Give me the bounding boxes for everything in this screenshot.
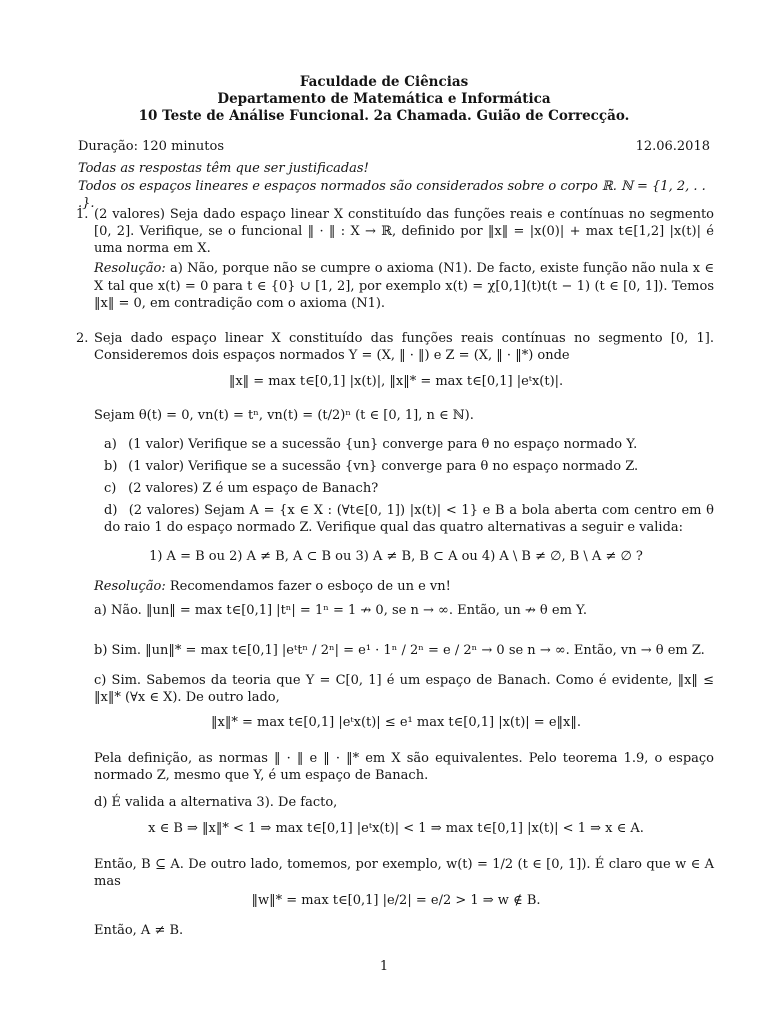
resolution-intro bbox=[94, 578, 714, 595]
answer-c-intro: c) Sim. Sabemos da teoria que Y = C[0, 1] é um espaço de Banach. Como é evidente, ‖x‖ ≤ ‖x‖* (∀x ∈ X). De outro lado, bbox=[94, 673, 714, 706]
item-a bbox=[104, 436, 714, 453]
item-text: (2 valores) Z é um espaço de Banach? bbox=[128, 481, 379, 496]
norms-definition: ‖x‖ = max t∈[0,1] |x(t)|, ‖x‖* = max t∈[0,1] |eᵗx(t)|. bbox=[228, 374, 564, 389]
document-title: 10 Teste de Análise Funcional. 2a Chamada. Guião de Correcção. bbox=[138, 108, 630, 124]
problem-number: 1. bbox=[76, 207, 89, 222]
problem-1 bbox=[78, 206, 714, 312]
resolution-text: a) Não, porque não se cumpre o axioma (N1). De facto, existe função não nula x ∈ X tal que x(t) = 0 para t ∈ {0} ∪ [1, 2], por exemplo x(t) = χ[0,1](t)t(t − 1) (t ∈ [0, 1]). Temos ‖x‖ = 0, em contradição com o axioma (N1). bbox=[94, 261, 715, 311]
problem-statement: (2 valores) Seja dado espaço linear X constituído das funções reais e contínuas no segmento [0, 2]. Verifique, se o funcional ‖ · ‖ : X → ℝ, definido por ‖x‖ = |x(0)| + max t∈[1,2] |x(t)| é uma norma em X. bbox=[94, 207, 714, 257]
item-text: (1 valor) Verifique se a sucessão {vn} converge para θ no espaço normado Z. bbox=[128, 459, 639, 474]
resolution-intro-text: Recomendamos fazer o esboço de un e vn! bbox=[169, 579, 451, 594]
answer-d-intro: d) É valida a alternativa 3). De facto, bbox=[94, 795, 338, 810]
resolution-label: Resolução: bbox=[94, 579, 166, 594]
note-justify: Todas as respostas têm que ser justificadas! bbox=[78, 161, 369, 176]
page-number: 1 bbox=[379, 959, 389, 974]
resolution-label: Resolução: bbox=[94, 261, 166, 277]
answer-b: b) Sim. ‖un‖* = max t∈[0,1] |eᵗtⁿ / 2ⁿ| = e¹ · 1ⁿ / 2ⁿ = e / 2ⁿ → 0 se n → ∞. Então, vn → θ em Z. bbox=[94, 643, 705, 658]
answer-d-equation-2: ‖w‖* = max t∈[0,1] |e/2| = e/2 > 1 ⇒ w ∉ B. bbox=[251, 893, 541, 908]
problem-statement: Seja dado espaço linear X constituído das funções reais contínuas no segmento [0, 1]. Consideremos dois espaços normados Y = (X, ‖ · ‖) e Z = (X, ‖ · ‖*) onde bbox=[94, 331, 714, 364]
sequences-definition: Sejam θ(t) = 0, vn(t) = tⁿ, vn(t) = (t/2)ⁿ (t ∈ [0, 1], n ∈ ℕ). bbox=[94, 408, 474, 423]
answer-d-text: Então, B ⊆ A. De outro lado, tomemos, por exemplo, w(t) = 1/2 (t ∈ [0, 1]). É claro que w ∈ A mas bbox=[94, 857, 714, 890]
answer-d-equation: x ∈ B ⇒ ‖x‖* < 1 ⇒ max t∈[0,1] |eᵗx(t)| < 1 ⇒ max t∈[0,1] |x(t)| < 1 ⇒ x ∈ A. bbox=[148, 821, 644, 836]
item-c bbox=[104, 480, 714, 497]
item-tag: d) bbox=[104, 503, 118, 518]
faculty-name: Faculdade de Ciências bbox=[299, 74, 469, 90]
exam-date: 12.06.2018 bbox=[635, 139, 710, 154]
department-name: Departamento de Matemática e Informática bbox=[217, 91, 551, 107]
item-text: (1 valor) Verifique se a sucessão {un} converge para θ no espaço normado Y. bbox=[128, 437, 638, 452]
answer-c-equation: ‖x‖* = max t∈[0,1] |eᵗx(t)| ≤ e¹ max t∈[0,1] |x(t)| = e‖x‖. bbox=[211, 715, 581, 730]
answer-c-conclusion: Pela definição, as normas ‖ · ‖ e ‖ · ‖* em X são equivalentes. Pelo teorema 1.9, o espaço normado Z, mesmo que Y, é um espaço de Banach. bbox=[94, 751, 714, 784]
note-field: Todos os espaços lineares e espaços normados são considerados sobre o corpo ℝ. ℕ = {1, 2, . . .}. bbox=[78, 179, 706, 212]
problem-resolution bbox=[94, 260, 714, 311]
duration: Duração: 120 minutos bbox=[78, 139, 225, 154]
exam-meta bbox=[78, 138, 710, 155]
answer-d-conclusion: Então, A ≠ B. bbox=[94, 923, 184, 938]
problem-number: 2. bbox=[76, 331, 89, 346]
item-text: (2 valores) Sejam A = {x ∈ X : (∀t∈[0, 1]) |x(t)| < 1} e B a bola aberta com centro em θ do raio 1 do espaço normado Z. Verifique qual das quatro alternativas a seguir e valida: bbox=[104, 503, 714, 536]
item-tag: c) bbox=[104, 481, 117, 496]
item-tag: a) bbox=[104, 437, 117, 452]
answer-a: a) Não. ‖un‖ = max t∈[0,1] |tⁿ| = 1ⁿ = 1 ↛ 0, se n → ∞. Então, un ↛ θ em Y. bbox=[94, 603, 588, 618]
item-tag: b) bbox=[104, 459, 118, 474]
problem-2 bbox=[78, 330, 714, 364]
item-d bbox=[104, 502, 714, 536]
document-header bbox=[0, 74, 768, 125]
alternatives: 1) A = B ou 2) A ≠ B, A ⊂ B ou 3) A ≠ B, B ⊂ A ou 4) A \ B ≠ ∅, B \ A ≠ ∅ ? bbox=[149, 549, 643, 564]
item-b bbox=[104, 458, 714, 475]
